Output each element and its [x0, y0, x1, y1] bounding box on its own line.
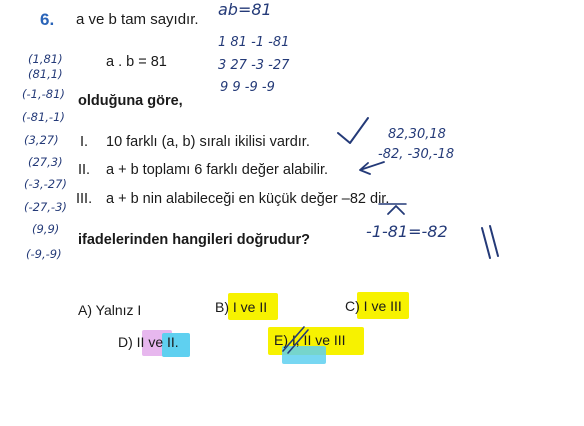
handwritten-pair-2: (81,1) [28, 67, 63, 81]
statement-3-text: a + b nin alabileceği en küçük değer –82 dir. [106, 191, 390, 207]
handwritten-pair-7: (-3,-27) [24, 177, 67, 191]
statement-2-text: a + b toplamı 6 farklı değer alabilir. [106, 162, 329, 178]
handwritten-pair-1: (1,81) [28, 52, 63, 66]
statement-2-numeral: II. [78, 162, 91, 178]
handwritten-sums-negative: -82, -30,-18 [378, 147, 455, 162]
statement-1-text: 10 farklı (a, b) sıralı ikilisi vardır. [106, 134, 310, 150]
option-e-key: E) [274, 332, 288, 348]
question-stem: a ve b tam sayıdır. [76, 11, 199, 28]
option-c-key: C) [345, 298, 360, 314]
statement-1-numeral: I. [80, 134, 89, 150]
handwritten-factor-row-1: 1 81 -1 -81 [218, 35, 290, 50]
option-b-key: B) [215, 299, 229, 315]
option-a-key: A) [78, 302, 92, 318]
option-d-key: D) [118, 334, 133, 350]
question-number: 6. [40, 10, 55, 29]
handwritten-factor-row-2: 3 27 -3 -27 [218, 58, 290, 73]
check-mark-icon [338, 118, 368, 143]
handwritten-top-equation: ab=81 [218, 0, 272, 19]
handwritten-pair-6: (27,3) [28, 155, 63, 169]
caret-over-82-icon [388, 206, 404, 214]
question-condition: olduğuna göre, [78, 93, 183, 109]
handwritten-pair-9: (9,9) [32, 222, 60, 236]
handwritten-min-calculation: -1-81=-82 [366, 222, 448, 241]
handwritten-pair-5: (3,27) [24, 133, 59, 147]
handwritten-pair-4: (-81,-1) [22, 110, 65, 124]
option-b-text: I ve II [232, 299, 268, 315]
option-a-text: Yalnız I [95, 302, 142, 318]
double-slash-icon [482, 226, 498, 258]
question-prompt: ifadelerinden hangileri doğrudur? [78, 232, 311, 248]
handwritten-sums-positive: 82,30,18 [388, 127, 446, 142]
option-c-text: I ve III [363, 298, 402, 314]
handwritten-pair-3: (-1,-81) [22, 87, 65, 101]
handwritten-factor-row-3: 9 9 -9 -9 [220, 80, 275, 95]
option-e-text: I, II ve III [291, 332, 346, 348]
handwritten-pair-8: (-27,-3) [24, 200, 67, 214]
statement-3-numeral: III. [76, 191, 93, 207]
question-equation: a . b = 81 [106, 54, 167, 70]
option-d-text: II ve II. [136, 334, 179, 350]
handwritten-pair-10: (-9,-9) [26, 247, 62, 261]
strike-option-e-icon [283, 327, 308, 353]
arrow-to-statement-2-icon [360, 162, 384, 174]
